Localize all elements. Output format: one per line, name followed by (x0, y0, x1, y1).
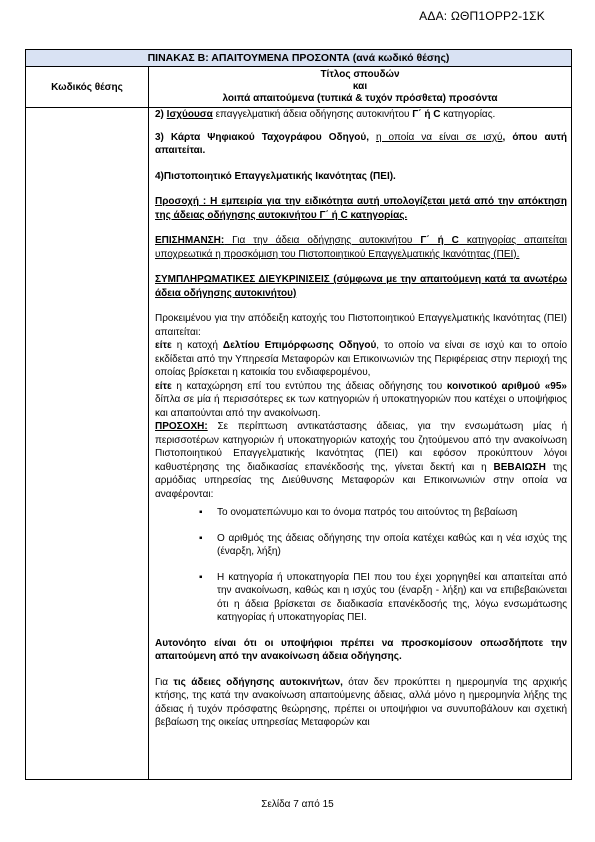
pei-option-1: είτε η κατοχή Δελτίου Επιμόρφωσης Οδηγού, το οποίο να είναι σε ισχύ και το οποίο εκδίδεται από την Υπηρεσία Μεταφορών και Επικοινωνιών της Περιφέρειας στην περιοχή της οποίας βρίσκεται η κατοικία του ενδιαφερομένου, (155, 340, 568, 378)
experience-notice: Προσοχή : Η εμπειρία για την ειδικότητα αυτή υπολογίζεται μετά από την απόκτηση της άδειας οδήγησης αυτοκινήτου Γ΄ ή C κατηγορίας. (155, 196, 568, 221)
page-number: Σελίδα 7 από 15 (261, 799, 334, 810)
epishmansh-note: ΕΠΙΣΗΜΑΝΣΗ: Για την άδεια οδήγησης αυτοκινήτου Γ΄ ή C κατηγορίας απαιτείται υποχρεωτικά η προσκόμιση του Πιστοποιητικού Επαγγελματικής Ικανότητας (ΠΕΙ). (155, 235, 568, 260)
header-line-1: Τίτλος σπουδών (320, 69, 400, 80)
header-line-3: λοιπά απαιτούμενα (τυπικά & τυχόν πρόσθετα) προσόντα (222, 93, 498, 104)
license-date-note: Για τις άδειες οδήγησης αυτοκινήτων, όταν δεν προκύπτει η ημερομηνία της αρχικής κτήσης, της κατά την ανακοίνωση απαιτούμενης άδειας, αλλά μόνο η ημερομηνία λήξης της άδειας ή τυχόν πρόσφατης θεώρησης, πρέπει οι υποψήφιοι να συνυποβάλουν και σχετική βεβαίωση της οικείας υπηρεσίας Μεταφορών και (155, 676, 568, 728)
qualifications-cell (149, 108, 572, 780)
tachograph-card-item: 3) Κάρτα Ψηφιακού Ταχογράφου Οδηγού, η οποία να είναι σε ισχύ, όπου αυτή απαιτείται. (155, 131, 568, 156)
pei-proof-intro: Προκειμένου για την απόδειξη κατοχής του Πιστοποιητικού Επαγγελματικής Ικανότητας (ΠΕΙ) απαιτείται: (155, 313, 568, 338)
pei-option-2: είτε η καταχώρηση επί του εντύπου της άδειας οδήγησης του κοινοτικού αριθμού «95» δίπλα σε μία ή περισσότερες εκ των κατηγοριών ή υποκατηγοριών που κατέχει ο υποψήφιος και απαιτούνται από την ανακοίνωση. (155, 380, 568, 419)
list-item: ▪ Ο αριθμός της άδειας οδήγησης την οποία κατέχει καθώς και η νέα ισχύς της (έναρξη, λήξη) (199, 532, 567, 559)
position-code-cell (26, 108, 149, 780)
qualifications-header (149, 67, 572, 108)
pei-certificate-item: 4)Πιστοποιητικό Επαγγελματικής Ικανότητας (ΠΕΙ). (155, 170, 396, 182)
replacement-notice: ΠΡΟΣΟΧΗ: Σε περίπτωση αντικατάστασης άδειας, για την ενσωμάτωση μίας ή περισσοτέρων κατηγοριών ή υποκατηγοριών κατοχής του ζητούμενου από την ανακοίνωση Πιστοποιητικού Επαγγελματικής Ικανότητας (ΠΕΙ) και εφόσον προκύπτουν λόγοι καθυστέρησης της διαδικασίας επανέκδοσής της, γίνεται δεκτή και η ΒΕΒΑΙΩΣΗ της αρμόδιας υπηρεσίας της Διεύθυνσης Μεταφορών και Επικοινωνιών στην οποία να αναφέρονται: (155, 421, 568, 500)
license-required-note: Αυτονόητο είναι ότι οι υποψήφιοι πρέπει να προσκομίσουν οπωσδήποτε την απαιτούμενη από την ανακοίνωση άδεια οδήγησης. (155, 637, 568, 662)
position-code-header: Κωδικός θέσης (26, 67, 149, 108)
list-item: ▪ Η κατηγορία ή υποκατηγορία ΠΕΙ που του έχει χορηγηθεί και απαιτείται από την ανακοίνωση, καθώς και η ισχύς του (έναρξη - λήξη) και να επιβεβαιώνεται ότι η άδεια βρίσκεται σε διαδικασία επανέκδοσής της, λόγω ενσωμάτωσης κατηγορίας ή υποκατηγορίας ΠΕΙ. (199, 571, 567, 625)
header-line-2: και (352, 81, 368, 92)
requirements-table (25, 49, 572, 780)
table-title: ΠΙΝΑΚΑΣ Β: ΑΠΑΙΤΟΥΜΕΝΑ ΠΡΟΣΟΝΤΑ (ανά κωδικό θέσης) (26, 50, 572, 67)
list-item: ▪ Το ονοματεπώνυμο και το όνομα πατρός του αιτούντος τη βεβαίωση (199, 506, 567, 520)
driving-license-item: 2) Ισχύουσα επαγγελματική άδεια οδήγησης αυτοκινήτου Γ΄ ή C κατηγορίας. (155, 109, 496, 120)
certificate-requirements-list (155, 506, 567, 625)
supplementary-heading: ΣΥΜΠΛΗΡΩΜΑΤΙΚΕΣ ΔΙΕΥΚΡΙΝΙΣΕΙΣ (σύμφωνα με την απαιτούμενη κατά τα ανωτέρω άδεια οδήγησης αυτοκινήτου) (155, 274, 568, 299)
ada-code: ΑΔΑ: ΩΘΠ1ΟΡΡ2-1ΣΚ (419, 9, 545, 23)
